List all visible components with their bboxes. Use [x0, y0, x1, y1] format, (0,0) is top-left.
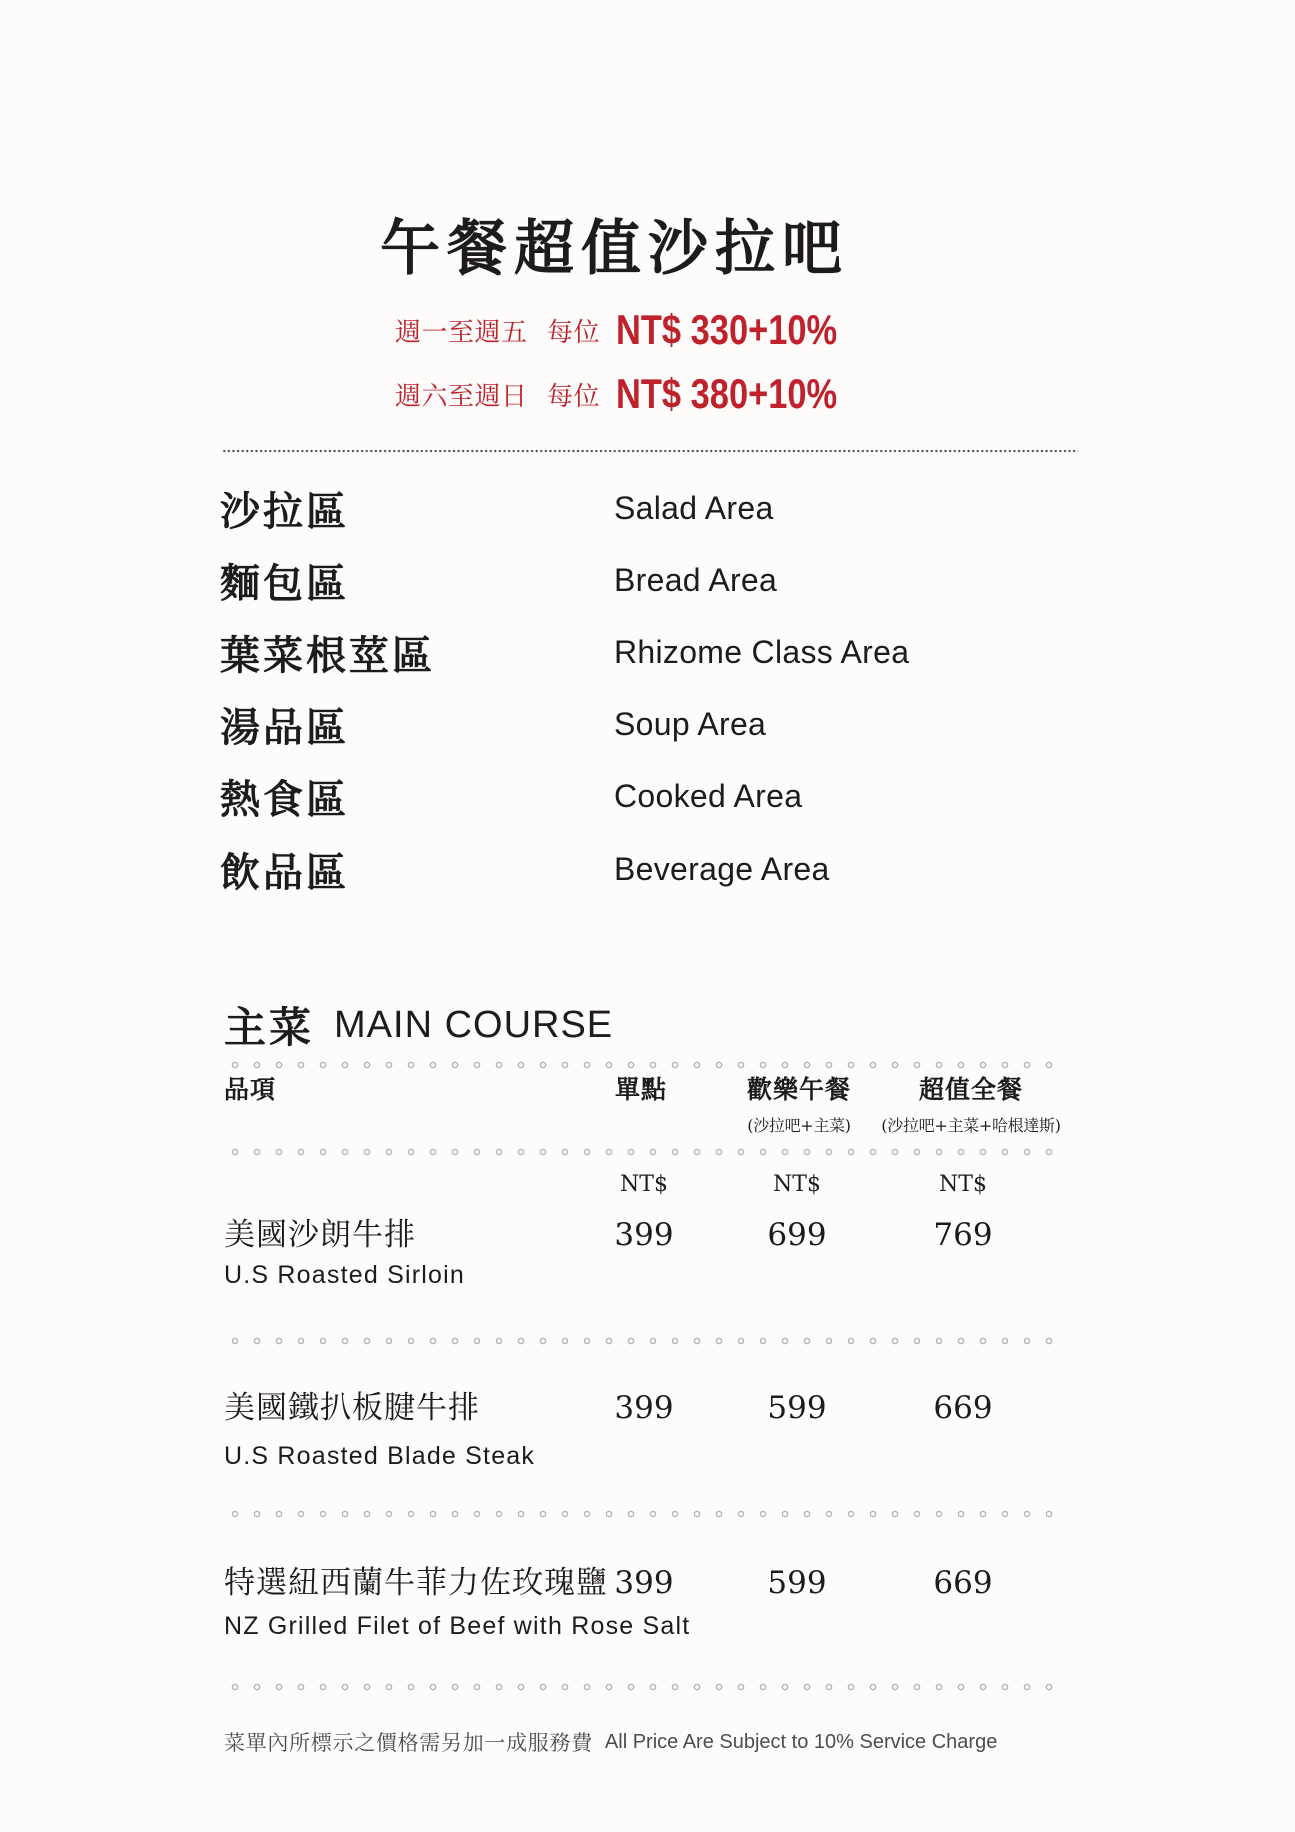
menu-title: 午餐超值沙拉吧 — [380, 214, 849, 284]
column-header-happy-lunch: 歡樂午餐 — [746, 1075, 851, 1104]
column-header-value-set: 超值全餐 — [918, 1075, 1023, 1104]
area-name-en: Beverage Area — [614, 850, 830, 887]
area-name-zh: 沙拉區 — [220, 487, 349, 535]
area-name-en: Bread Area — [614, 561, 778, 598]
column-note-value-set: (沙拉吧+主菜+哈根達斯) — [881, 1116, 1061, 1135]
area-name-zh: 麵包區 — [220, 559, 349, 607]
area-row-soup — [220, 689, 1120, 761]
weekend-price-line — [395, 371, 886, 417]
circle-dotted-divider — [224, 1061, 1060, 1069]
price-happy-lunch: 599 — [767, 1565, 827, 1601]
area-row-cooked — [220, 761, 1120, 833]
column-note-happy-lunch: (沙拉吧+主菜) — [747, 1116, 851, 1135]
price-happy-lunch: 699 — [767, 1217, 827, 1253]
currency-label: NT$ — [939, 1172, 987, 1197]
price-per-person: 每位 — [547, 317, 601, 348]
dotted-divider — [222, 449, 1078, 453]
price-amount: NT$ 380+10% — [616, 370, 838, 417]
area-row-bread — [220, 544, 1120, 616]
area-name-zh: 飲品區 — [220, 848, 349, 896]
main-course-heading-en: MAIN COURSE — [334, 1003, 614, 1046]
dish-name-en: U.S Roasted Blade Steak — [224, 1442, 536, 1470]
service-charge-note-zh: 菜單內所標示之價格需另加一成服務費 — [224, 1731, 593, 1755]
area-name-zh: 熱食區 — [220, 776, 349, 824]
price-days: 週六至週日 — [395, 381, 528, 412]
price-value-set: 669 — [933, 1565, 993, 1601]
dish-name-zh: 美國鐵扒板腱牛排 — [224, 1390, 480, 1426]
area-name-zh: 葉菜根莖區 — [220, 631, 435, 679]
circle-dotted-divider — [224, 1148, 1060, 1156]
circle-dotted-divider — [224, 1683, 1060, 1691]
main-course-heading — [224, 995, 613, 1055]
price-value-set: 769 — [933, 1217, 993, 1253]
circle-dotted-divider — [224, 1510, 1060, 1518]
dish-name-en: NZ Grilled Filet of Beef with Rose Salt — [224, 1612, 691, 1640]
main-course-heading-zh: 主菜 — [224, 1003, 315, 1052]
price-value-set: 669 — [933, 1390, 993, 1426]
area-row-rhizome — [220, 616, 1120, 688]
area-name-en: Cooked Area — [614, 778, 803, 815]
dish-name-en: U.S Roasted Sirloin — [224, 1261, 465, 1289]
dish-name-zh: 美國沙朗牛排 — [224, 1217, 416, 1253]
service-charge-note-en: All Price Are Subject to 10% Service Charge — [604, 1730, 998, 1753]
currency-label: NT$ — [773, 1172, 821, 1197]
currency-label: NT$ — [620, 1172, 668, 1197]
price-single: 399 — [614, 1565, 674, 1601]
area-name-zh: 湯品區 — [220, 704, 349, 752]
area-row-beverage — [220, 833, 1120, 905]
area-name-en: Salad Area — [614, 489, 774, 526]
area-row-salad — [220, 472, 1120, 544]
price-happy-lunch: 599 — [767, 1390, 827, 1426]
price-amount: NT$ 330+10% — [616, 306, 838, 353]
column-header-item: 品項 — [224, 1075, 277, 1104]
area-name-en: Soup Area — [614, 706, 767, 743]
dish-name-zh: 特選紐西蘭牛菲力佐玫瑰鹽 — [224, 1565, 608, 1601]
circle-dotted-divider — [224, 1337, 1060, 1345]
column-header-single: 單點 — [614, 1075, 667, 1104]
price-single: 399 — [614, 1390, 674, 1426]
service-charge-note — [224, 1728, 997, 1756]
price-days: 週一至週五 — [395, 317, 528, 348]
price-single: 399 — [614, 1217, 674, 1253]
buffet-area-list — [220, 472, 1120, 905]
weekday-price-line — [395, 307, 886, 353]
area-name-en: Rhizome Class Area — [614, 633, 910, 670]
price-per-person: 每位 — [547, 381, 601, 412]
